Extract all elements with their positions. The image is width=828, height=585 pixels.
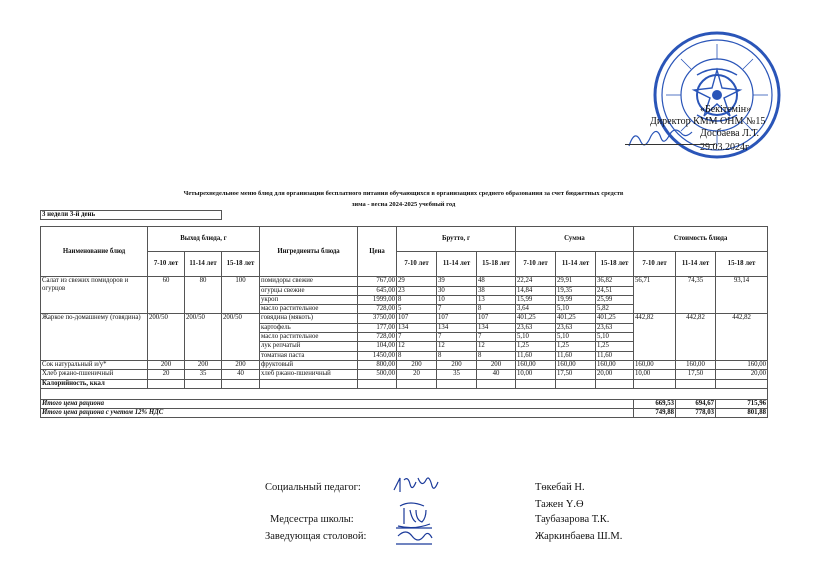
dish-cost: 442,82 [676,314,716,360]
dish-name: Хлеб ржано-пшеничный [41,370,148,379]
gross-value: 12 [397,342,437,351]
sum-value: 20,00 [596,370,634,379]
cost-age-2: 11-14 лет [676,252,716,277]
sum-value: 11,60 [596,351,634,360]
approval-line-2: Директор КММ ОНМ №15 [650,116,766,127]
col-price-header: Цена [358,227,397,277]
ingredient-price: 1999,00 [358,295,397,304]
gross-age-2: 11-14 лет [437,252,477,277]
dish-cost: 56,71 [634,277,676,314]
dish-yield: 80 [185,277,222,314]
gross-value: 20 [397,370,437,379]
document-title: Четырехнедельное меню блюд для организации бесплатного питания обучающихся в организациях среднего образования за счет бюджетных средств [183,190,624,197]
gross-value: 107 [437,314,477,323]
sum-value: 1,25 [516,342,556,351]
total-row [41,399,768,408]
sum-value: 23,63 [596,323,634,332]
signature-role: Медсестра школы: [270,514,354,525]
gross-value: 30 [437,286,477,295]
total-label: Итого цена рациона [41,399,634,408]
sum-value: 19,35 [556,286,596,295]
gross-age-1: 7-10 лет [397,252,437,277]
sum-value: 22,24 [516,277,556,286]
gross-value: 5 [397,305,437,314]
sum-value: 19,99 [556,295,596,304]
dish-yield: 40 [222,370,260,379]
sum-value: 401,25 [516,314,556,323]
yield-age-1: 7-10 лет [148,252,185,277]
dish-cost: 160,00 [716,360,768,369]
calories-label: Калорийность, ккал [41,379,148,388]
sum-value: 14,84 [516,286,556,295]
sum-value: 1,25 [556,342,596,351]
gross-value: 107 [477,314,516,323]
table-row [41,314,768,323]
ingredient-price: 800,00 [358,360,397,369]
sum-value: 10,00 [516,370,556,379]
approval-line-4: 29.03.2024г [700,142,750,153]
gross-value: 8 [477,305,516,314]
sum-value: 5,10 [556,333,596,342]
ingredient-name: говядина (мякоть) [260,314,358,323]
sum-value: 401,25 [556,314,596,323]
total-value: 715,96 [716,399,768,408]
gross-value: 35 [437,370,477,379]
gross-value: 134 [477,323,516,332]
cost-age-3: 15-18 лет [716,252,768,277]
total-vat-label: Итого цена рациона с учетом 12% НДС [41,409,634,418]
menu-table [40,210,768,418]
ingredient-price: 177,00 [358,323,397,332]
sum-value: 5,10 [516,333,556,342]
sum-age-3: 15-18 лет [596,252,634,277]
sum-value: 160,00 [596,360,634,369]
signature-scribble [392,524,436,548]
document-subtitle: зима - весна 2024-2025 учебный год [351,201,456,208]
sum-value: 25,99 [596,295,634,304]
sum-value: 23,63 [556,323,596,332]
gross-value: 8 [477,351,516,360]
dish-cost: 160,00 [676,360,716,369]
dish-yield: 100 [222,277,260,314]
yield-age-3: 15-18 лет [222,252,260,277]
gross-value: 8 [397,351,437,360]
col-gross-header: Брутто, г [397,227,516,252]
ingredient-name: укроп [260,295,358,304]
gross-value: 12 [437,342,477,351]
col-yield-header: Выход блюда, г [148,227,260,252]
ingredient-price: 3750,00 [358,314,397,323]
col-dish-header: Наименование блюд [41,227,148,277]
sum-value: 11,60 [556,351,596,360]
sum-value: 160,00 [556,360,596,369]
dish-cost: 442,82 [634,314,676,360]
gross-value: 107 [397,314,437,323]
total-vat-value: 778,03 [676,409,716,418]
dish-cost: 20,00 [716,370,768,379]
ingredient-price: 645,00 [358,286,397,295]
dish-yield: 200 [222,360,260,369]
gross-value: 13 [477,295,516,304]
signature-name: Жаркинбаева Ш.М. [535,531,623,542]
col-sum-header: Сумма [516,227,634,252]
gross-value: 48 [477,277,516,286]
gross-value: 200 [477,360,516,369]
gross-value: 200 [397,360,437,369]
gross-value: 23 [397,286,437,295]
dish-yield: 200/50 [222,314,260,360]
dish-yield: 200/50 [148,314,185,360]
gross-value: 134 [437,323,477,332]
signature-scribble [392,474,440,496]
signature-name: Тажен Ү.Ө [535,499,584,510]
sum-value: 23,63 [516,323,556,332]
gross-value: 38 [477,286,516,295]
total-vat-value: 801,88 [716,409,768,418]
signature-name: Таубазарова Т.К. [535,514,610,525]
ingredient-name: лук репчатый [260,342,358,351]
sum-value: 3,64 [516,305,556,314]
gross-value: 7 [437,333,477,342]
gross-age-3: 15-18 лет [477,252,516,277]
sum-value: 5,82 [596,305,634,314]
ingredient-name: огурцы свежие [260,286,358,295]
approval-line-3: Досбаева Л.Т. [700,128,760,139]
dish-yield: 200/50 [185,314,222,360]
gross-value: 7 [477,333,516,342]
ingredient-name: масло растительное [260,333,358,342]
sum-value: 11,60 [516,351,556,360]
dish-cost: 10,00 [634,370,676,379]
sum-value: 15,99 [516,295,556,304]
gross-value: 200 [437,360,477,369]
sum-value: 160,00 [516,360,556,369]
ingredient-price: 728,00 [358,333,397,342]
gross-value: 40 [477,370,516,379]
dish-yield: 60 [148,277,185,314]
sum-age-2: 11-14 лет [556,252,596,277]
dish-name: Сок натуральный и/у* [41,360,148,369]
gross-value: 29 [397,277,437,286]
calories-row [41,379,768,388]
table-row [41,277,768,286]
ingredient-name: фруктовый [260,360,358,369]
sum-value: 17,50 [556,370,596,379]
sum-value: 36,82 [596,277,634,286]
total-vat-row [41,409,768,418]
sum-value: 5,10 [596,333,634,342]
cost-age-1: 7-10 лет [634,252,676,277]
signature-role: Социальный педагог: [265,482,361,493]
dish-yield: 35 [185,370,222,379]
total-vat-value: 749,88 [634,409,676,418]
total-value: 694,67 [676,399,716,408]
approval-line-1: «Бекітемін» [700,104,752,115]
sum-value: 24,51 [596,286,634,295]
signature-name: Төкебай Н. [535,482,585,493]
col-ingredients-header: Ингредиенты блюда [260,227,358,277]
dish-cost: 442,82 [716,314,768,360]
dish-yield: 200 [148,360,185,369]
week-day-label: 3 недели 3-й день [41,211,222,220]
table-row [41,360,768,369]
gross-value: 12 [477,342,516,351]
gross-value: 10 [437,295,477,304]
ingredient-price: 1450,00 [358,351,397,360]
col-cost-header: Стоимость блюда [634,227,768,252]
dish-cost: 17,50 [676,370,716,379]
sum-value: 401,25 [596,314,634,323]
ingredient-name: картофель [260,323,358,332]
ingredient-name: томатная паста [260,351,358,360]
gross-value: 7 [397,333,437,342]
dish-name: Салат из свежих помидоров и огурцов [41,277,148,314]
ingredient-price: 767,00 [358,277,397,286]
gross-value: 134 [397,323,437,332]
yield-age-2: 11-14 лет [185,252,222,277]
director-signature [625,126,695,154]
dish-yield: 200 [185,360,222,369]
dish-cost: 160,00 [634,360,676,369]
ingredient-price: 104,00 [358,342,397,351]
gross-value: 7 [437,305,477,314]
sum-age-1: 7-10 лет [516,252,556,277]
dish-cost: 93,14 [716,277,768,314]
ingredient-price: 500,00 [358,370,397,379]
dish-cost: 74,35 [676,277,716,314]
gross-value: 8 [437,351,477,360]
sum-value: 29,91 [556,277,596,286]
ingredient-price: 728,00 [358,305,397,314]
gross-value: 8 [397,295,437,304]
total-value: 669,53 [634,399,676,408]
ingredient-name: масло растительное [260,305,358,314]
table-row [41,370,768,379]
gross-value: 39 [437,277,477,286]
sum-value: 1,25 [596,342,634,351]
ingredient-name: помидоры свежие [260,277,358,286]
ingredient-name: хлеб ржано-пшеничный [260,370,358,379]
sum-value: 5,10 [556,305,596,314]
dish-name: Жаркое по-домашнему (говядина) [41,314,148,360]
dish-yield: 20 [148,370,185,379]
signature-role: Заведующая столовой: [265,531,367,542]
